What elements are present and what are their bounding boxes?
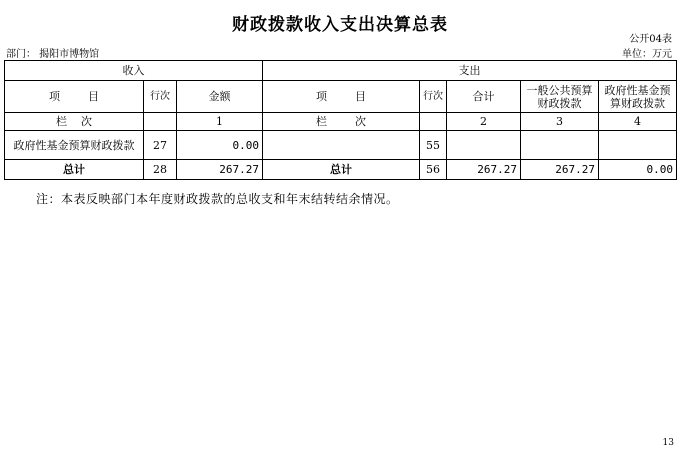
amount-value: 0.00: [177, 131, 263, 160]
expense-header: 支出: [263, 61, 677, 81]
col-number-3: 3: [521, 113, 599, 131]
section-header-row: [5, 61, 677, 81]
row-label: 政府性基金预算财政拨款: [5, 131, 144, 160]
col-number-1: 1: [177, 113, 263, 131]
total-sum-value: 267.27: [447, 160, 521, 180]
empty-cell: [144, 113, 177, 131]
column-header-row: [5, 81, 677, 113]
total-gov-fund-value: 0.00: [599, 160, 677, 180]
col-item-header: 项 目: [5, 81, 144, 113]
empty-cell: [263, 131, 420, 160]
form-number: 公开04表: [629, 34, 672, 45]
department-label: 部门： 揭阳市博物馆: [6, 49, 100, 60]
col-total-header: 合计: [447, 81, 521, 113]
col-general-header: 一般公共预算财政拨款: [521, 81, 599, 113]
column-number-row: [5, 113, 677, 131]
col-row-header: 行次: [144, 81, 177, 113]
col-amount-header: 金额: [177, 81, 263, 113]
empty-cell: [521, 131, 599, 160]
lanci-label: 栏 次: [5, 113, 144, 131]
total-row-number: 28: [144, 160, 177, 180]
right-total-row-number: 56: [420, 160, 447, 180]
total-general-value: 267.27: [521, 160, 599, 180]
unit-label: 单位：万元: [622, 49, 672, 60]
table-row: [5, 131, 677, 160]
income-header: 收入: [5, 61, 263, 81]
col-gov-fund-header: 政府性基金预算财政拨款: [599, 81, 677, 113]
footnote: 注：本表反映部门本年度财政拨款的总收支和年末结转结余情况。: [36, 192, 399, 206]
right-total-label: 总计: [263, 160, 420, 180]
empty-cell: [447, 131, 521, 160]
empty-cell: [599, 131, 677, 160]
right-row-number: 55: [420, 131, 447, 160]
col-item2-header: 项 目: [263, 81, 420, 113]
total-row: [5, 160, 677, 180]
page-title: 财政拨款收入支出决算总表: [232, 15, 448, 35]
total-label: 总计: [5, 160, 144, 180]
col-number-4: 4: [599, 113, 677, 131]
col-number-2: 2: [447, 113, 521, 131]
col-row2-header: 行次: [420, 81, 447, 113]
page-number: 13: [662, 438, 674, 448]
row-number: 27: [144, 131, 177, 160]
total-amount-value: 267.27: [177, 160, 263, 180]
lanci-label-2: 栏 次: [263, 113, 420, 131]
empty-cell: [420, 113, 447, 131]
budget-summary-table: [4, 60, 677, 180]
